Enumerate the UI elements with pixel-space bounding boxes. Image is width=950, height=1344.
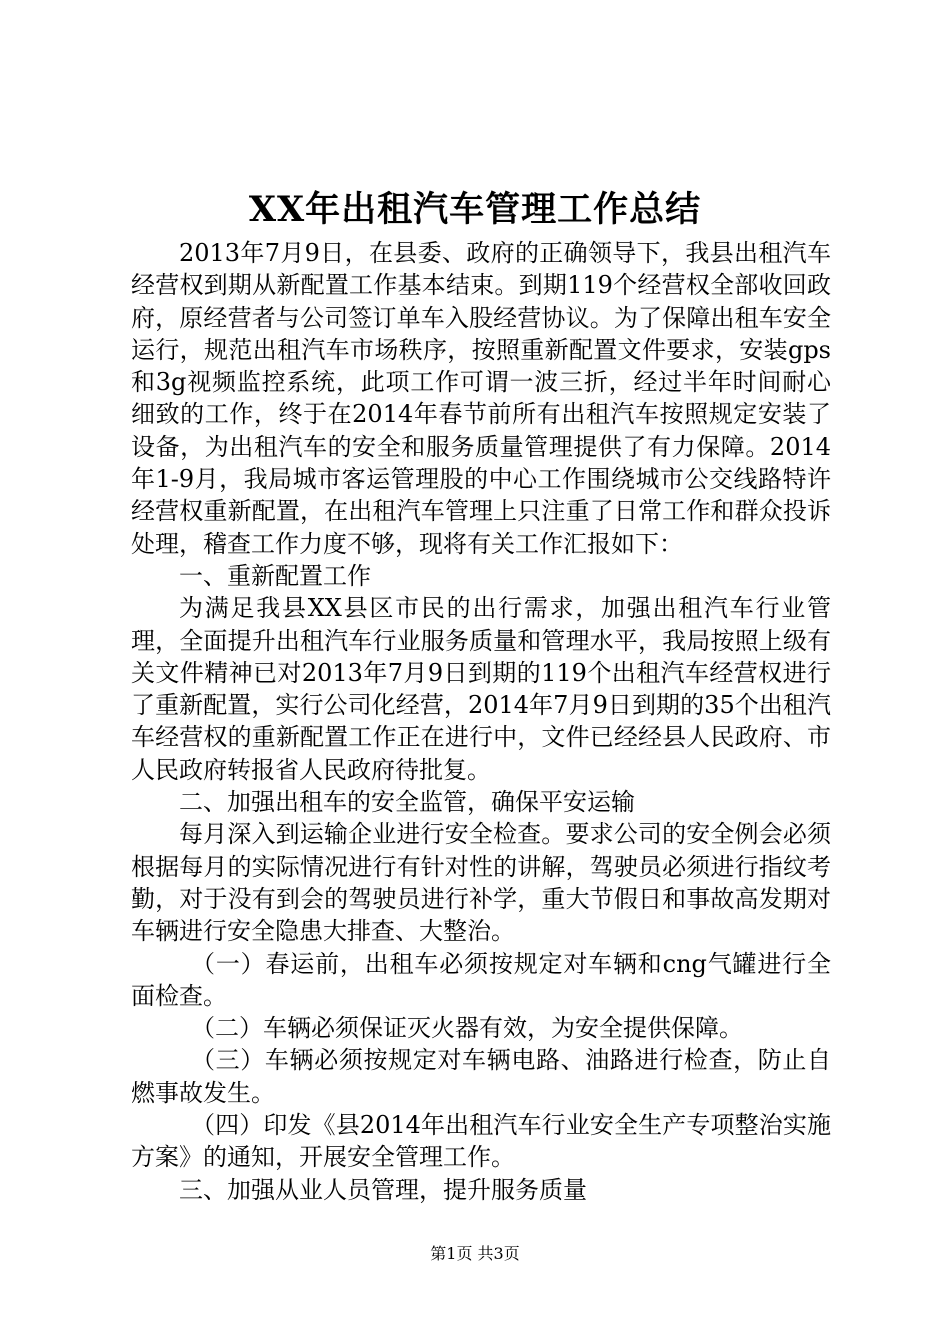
paragraph-intro: 2013年7月9日，在县委、政府的正确领导下，我县出租汽车经营权到期从新配置工作基本结束。到期119个经营权全部收回政府，原经营者与公司签订单车入股经营协议。为了保障出租车安全运行，规范出租汽车市场秩序，按照重新配置文件要求，安装gps和3g视频监控系统，此项工作可谓一波三折，经过半年时间耐心细致的工作，终于在2014年春节前所有出租汽车按照规定安装了设备，为出租汽车的安全和服务质量管理提供了有力保障。2014年1-9月，我局城市客运管理股的中心工作围绕城市公交线路特许经营权重新配置，在出租汽车管理上只注重了日常工作和群众投诉处理，稽查工作力度不够，现将有关工作汇报如下： [131, 239, 831, 558]
list-item-4: （四）印发《县2014年出租汽车行业安全生产专项整治实施方案》的通知，开展安全管理工作。 [131, 1111, 831, 1172]
section-heading-3: 三、加强从业人员管理，提升服务质量 [179, 1175, 587, 1204]
paragraph-reconfiguration: 为满足我县XX县区市民的出行需求，加强出租汽车行业管理，全面提升出租汽车行业服务质量和管理水平，我局按照上级有关文件精神已对2013年7月9日到期的119个出租汽车经营权进行了重新配置，实行公司化经营，2014年7月9日到期的35个出租汽车经营权的重新配置工作正在进行中，文件已经经县人民政府、市人民政府转报省人民政府待批复。 [131, 594, 831, 784]
document-title: XX年出租汽车管理工作总结 [248, 189, 702, 230]
list-item-3: （三）车辆必须按规定对车辆电路、油路进行检查，防止自燃事故发生。 [131, 1046, 831, 1107]
page-footer: 第1页 共3页 [430, 1244, 520, 1263]
section-heading-1: 一、重新配置工作 [179, 561, 371, 590]
section-heading-2: 二、加强出租车的安全监管，确保平安运输 [179, 788, 635, 817]
list-item-1: （一）春运前，出租车必须按规定对车辆和cng气罐进行全面检查。 [131, 949, 831, 1010]
list-item-2: （二）车辆必须保证灭火器有效，为安全提供保障。 [191, 1014, 743, 1043]
document-body [131, 237, 831, 1206]
paragraph-safety-inspection: 每月深入到运输企业进行安全检查。要求公司的安全例会必须根据每月的实际情况进行有针对性的讲解，驾驶员必须进行指纹考勤，对于没有到会的驾驶员进行补学，重大节假日和事故高发期对车辆进行安全隐患大排查、大整治。 [131, 820, 831, 946]
